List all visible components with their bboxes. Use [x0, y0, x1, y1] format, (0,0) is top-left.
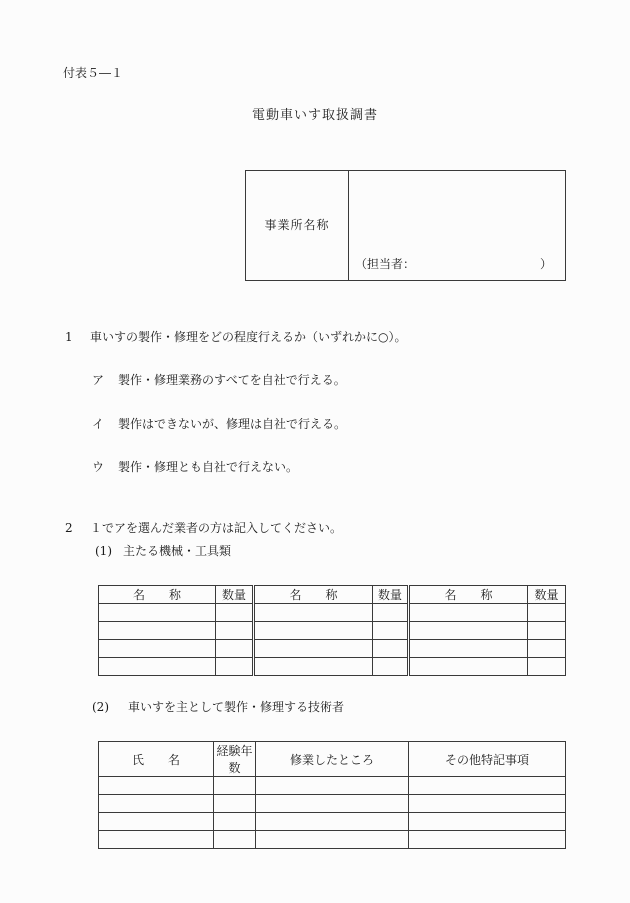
- table-cell: [216, 604, 254, 622]
- table-cell: [256, 795, 409, 813]
- contact-person-close-paren: ）: [539, 257, 552, 271]
- table-cell: [409, 831, 566, 849]
- technicians-table-row: [99, 831, 566, 849]
- tools-qty-header-2: 数量: [373, 586, 409, 604]
- tools-name-header-1: 名 称: [99, 586, 216, 604]
- section2-instruction-text: １でアを選んだ業者の方は記入してください。: [90, 521, 343, 535]
- section2-sub2-heading: [92, 700, 344, 715]
- section2-instruction-row: [65, 521, 342, 536]
- table-cell: [254, 658, 373, 676]
- office-name-value-cell: [349, 171, 565, 280]
- tools-table: [98, 585, 566, 676]
- technicians-table-header-row: [99, 742, 566, 777]
- table-cell: [373, 622, 409, 640]
- table-cell: [254, 604, 373, 622]
- tech-experience-header: 経験年数: [214, 742, 256, 777]
- option-u-key: ウ: [92, 460, 105, 474]
- tech-name-header: 氏 名: [99, 742, 214, 777]
- table-cell: [214, 777, 256, 795]
- table-cell: [373, 640, 409, 658]
- tech-training-header: 修業したところ: [256, 742, 409, 777]
- table-cell: [99, 813, 214, 831]
- technicians-table: [98, 741, 566, 849]
- table-cell: [254, 622, 373, 640]
- table-cell: [256, 813, 409, 831]
- table-cell: [373, 604, 409, 622]
- tools-table-row: [99, 622, 566, 640]
- table-cell: [256, 831, 409, 849]
- tools-table-header-row: [99, 586, 566, 604]
- office-name-label: 事業所名称: [264, 218, 330, 232]
- table-cell: [528, 604, 566, 622]
- table-cell: [99, 795, 214, 813]
- table-cell: [99, 658, 216, 676]
- table-cell: [409, 813, 566, 831]
- contact-person-row: [355, 257, 552, 272]
- tools-name-header-2: 名 称: [254, 586, 373, 604]
- tools-table-row: [99, 604, 566, 622]
- technicians-table-row: [99, 813, 566, 831]
- tech-notes-header: その他特記事項: [409, 742, 566, 777]
- table-cell: [409, 777, 566, 795]
- tools-table-row: [99, 640, 566, 658]
- table-cell: [373, 658, 409, 676]
- section1-question-row: [65, 330, 406, 345]
- section2-number: 2: [65, 521, 73, 535]
- table-cell: [216, 658, 254, 676]
- table-cell: [99, 831, 214, 849]
- table-cell: [528, 622, 566, 640]
- table-cell: [99, 777, 214, 795]
- table-cell: [216, 622, 254, 640]
- table-cell: [254, 640, 373, 658]
- table-cell: [99, 604, 216, 622]
- document-title: 電動車いす取扱調書: [251, 108, 378, 123]
- tools-qty-header-1: 数量: [216, 586, 254, 604]
- table-cell: [256, 777, 409, 795]
- section1-option-i: [92, 417, 346, 432]
- office-name-label-cell: [246, 171, 349, 280]
- table-cell: [528, 658, 566, 676]
- technicians-table-row: [99, 795, 566, 813]
- table-cell: [214, 831, 256, 849]
- table-cell: [99, 622, 216, 640]
- tools-name-header-3: 名 称: [409, 586, 528, 604]
- tools-table-row: [99, 658, 566, 676]
- table-cell: [528, 640, 566, 658]
- tools-qty-header-3: 数量: [528, 586, 566, 604]
- sub2-number: (2): [92, 700, 109, 714]
- section1-option-a: [92, 373, 346, 388]
- table-cell: [409, 795, 566, 813]
- contact-person-label: （担当者：: [355, 257, 416, 271]
- appendix-label: 付表５―１: [63, 66, 124, 80]
- section1-question-text: 車いすの製作・修理をどの程度行えるか（いずれかに○）。: [90, 330, 407, 344]
- technicians-table-row: [99, 777, 566, 795]
- table-cell: [214, 813, 256, 831]
- option-i-text: 製作はできないが、修理は自社で行える。: [118, 417, 347, 431]
- sub1-number: (1): [95, 544, 112, 558]
- option-u-text: 製作・修理とも自社で行えない。: [118, 460, 299, 474]
- section1-option-u: [92, 460, 298, 475]
- table-cell: [99, 640, 216, 658]
- table-cell: [409, 640, 528, 658]
- table-cell: [409, 604, 528, 622]
- option-a-key: ア: [92, 373, 105, 387]
- option-a-text: 製作・修理業務のすべてを自社で行える。: [118, 373, 346, 387]
- table-cell: [214, 795, 256, 813]
- table-cell: [409, 658, 528, 676]
- office-name-box: [245, 170, 566, 281]
- section2-sub1-heading: [95, 544, 231, 559]
- table-cell: [409, 622, 528, 640]
- section1-number: 1: [65, 330, 73, 344]
- sub2-title: 車いすを主として製作・修理する技術者: [128, 700, 345, 714]
- option-i-key: イ: [92, 417, 105, 431]
- table-cell: [216, 640, 254, 658]
- sub1-title: 主たる機械・工具類: [123, 544, 232, 558]
